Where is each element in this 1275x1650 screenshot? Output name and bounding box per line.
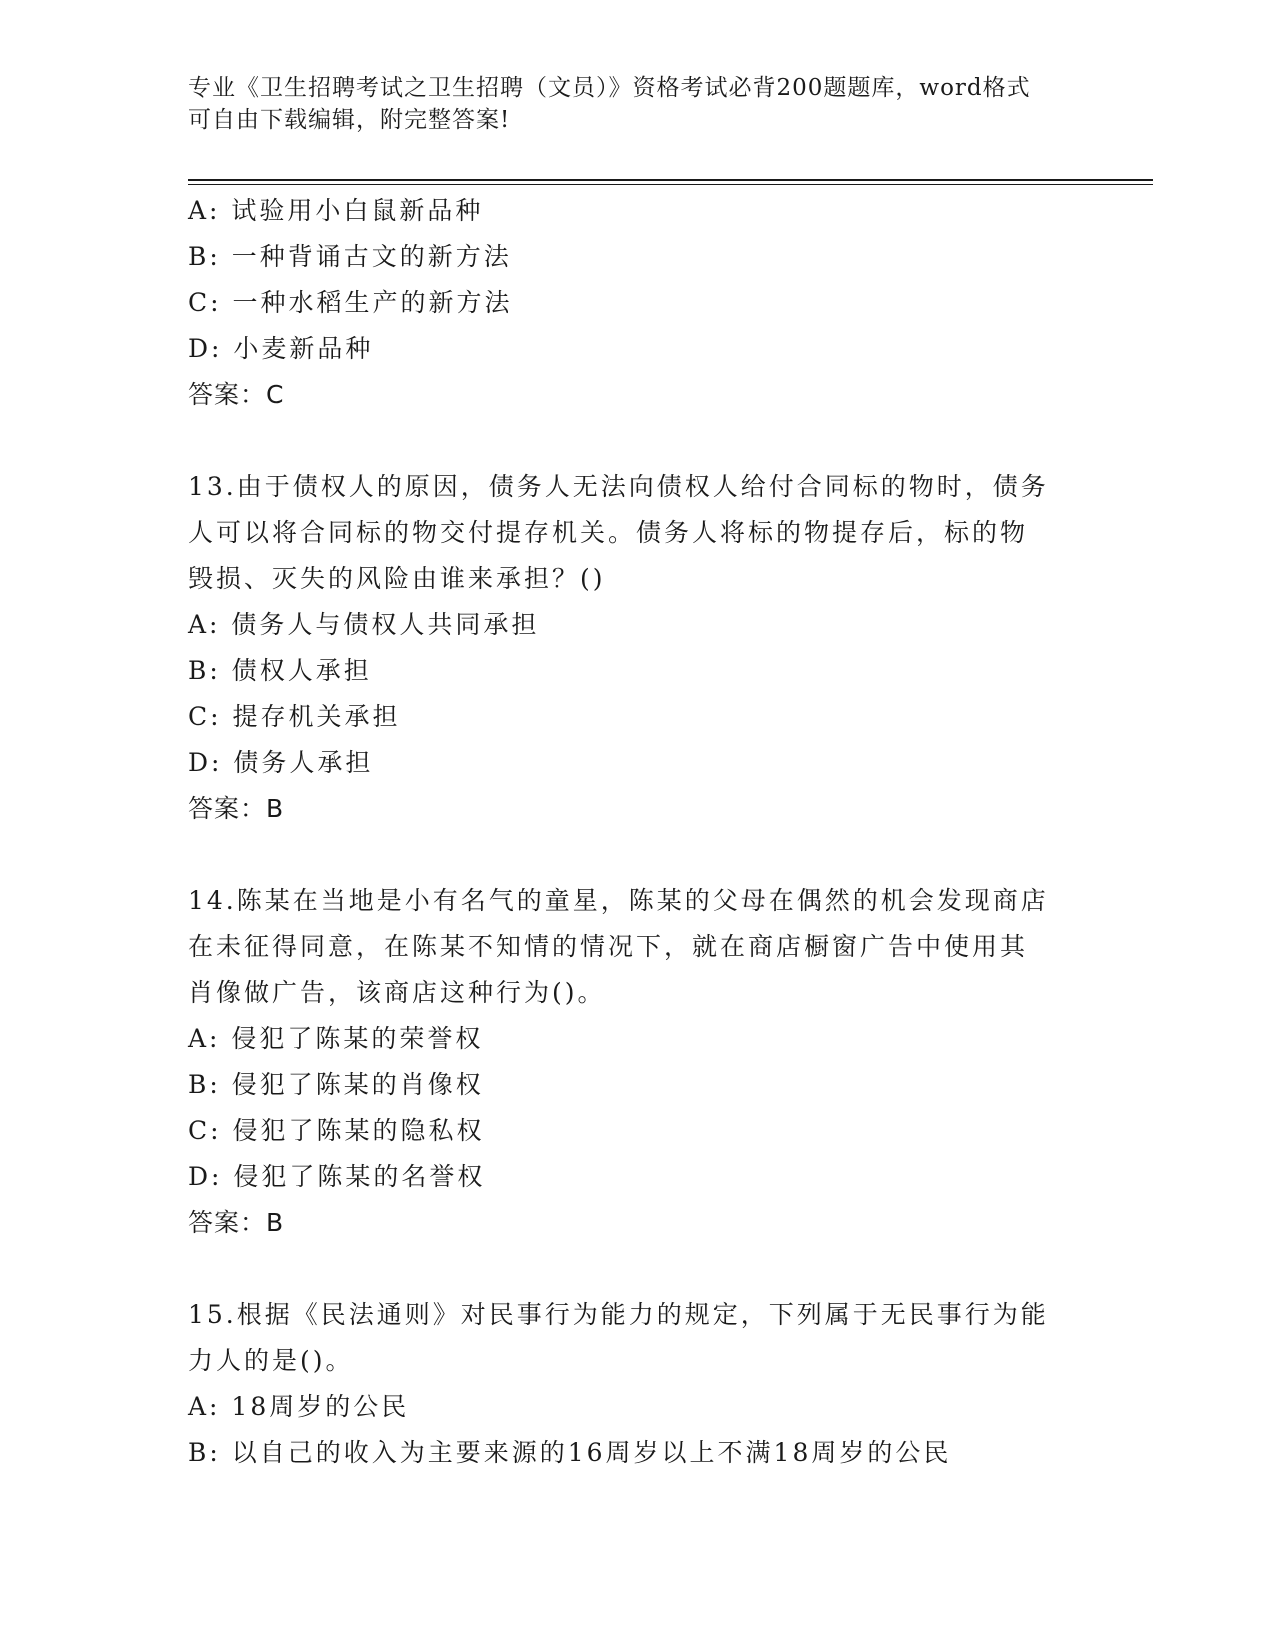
- question-stem-line: 13.由于债权人的原因，债务人无法向债权人给付合同标的物时，债务: [188, 472, 1049, 501]
- question-13: [188, 464, 1088, 832]
- question-stem-line: 肖像做广告，该商店这种行为()。: [188, 978, 606, 1007]
- document-header: [188, 72, 1088, 136]
- question-14: [188, 878, 1088, 1246]
- header-line-2: 可自由下载编辑，附完整答案!: [188, 107, 511, 133]
- option-a: A: 债务人与债权人共同承担: [188, 610, 540, 639]
- question-stem-line: 人可以将合同标的物交付提存机关。债务人将标的物提存后，标的物: [188, 518, 1029, 547]
- question-content: [188, 188, 1088, 1476]
- option-b: B: 以自己的收入为主要来源的16周岁以上不满18周岁的公民: [188, 1438, 952, 1467]
- option-c: C: 提存机关承担: [188, 702, 401, 731]
- header-line-1: 专业《卫生招聘考试之卫生招聘（文员）》资格考试必背200题题库，word格式: [188, 75, 1031, 101]
- question-stem-line: 14.陈某在当地是小有名气的童星，陈某的父母在偶然的机会发现商店: [188, 886, 1049, 915]
- option-c: C: 侵犯了陈某的隐私权: [188, 1116, 485, 1145]
- option-d: D: 侵犯了陈某的名誉权: [188, 1162, 486, 1191]
- spacer: [188, 418, 1088, 464]
- question-stem-line: 在未征得同意，在陈某不知情的情况下，就在商店橱窗广告中使用其: [188, 932, 1029, 961]
- header-rule-thin: [188, 184, 1153, 185]
- option-c: C: 一种水稻生产的新方法: [188, 288, 513, 317]
- header-rule-thick: [188, 179, 1153, 181]
- option-b: B: 一种背诵古文的新方法: [188, 242, 512, 271]
- option-d: D: 债务人承担: [188, 748, 374, 777]
- option-a: A: 试验用小白鼠新品种: [188, 196, 484, 225]
- option-a: A: 18周岁的公民: [188, 1392, 410, 1421]
- question-stem-line: 15.根据《民法通则》对民事行为能力的规定，下列属于无民事行为能: [188, 1300, 1049, 1329]
- answer: 答案：B: [188, 1208, 285, 1237]
- question-stem-line: 毁损、灭失的风险由谁来承担？(): [188, 564, 606, 593]
- question-12: [188, 188, 1088, 418]
- spacer: [188, 1246, 1088, 1292]
- option-b: B: 侵犯了陈某的肖像权: [188, 1070, 484, 1099]
- spacer: [188, 832, 1088, 878]
- question-15: [188, 1292, 1088, 1476]
- question-stem-line: 力人的是()。: [188, 1346, 354, 1375]
- answer: 答案：B: [188, 794, 285, 823]
- option-d: D: 小麦新品种: [188, 334, 374, 363]
- option-a: A: 侵犯了陈某的荣誉权: [188, 1024, 484, 1053]
- option-b: B: 债权人承担: [188, 656, 372, 685]
- answer: 答案：C: [188, 380, 285, 409]
